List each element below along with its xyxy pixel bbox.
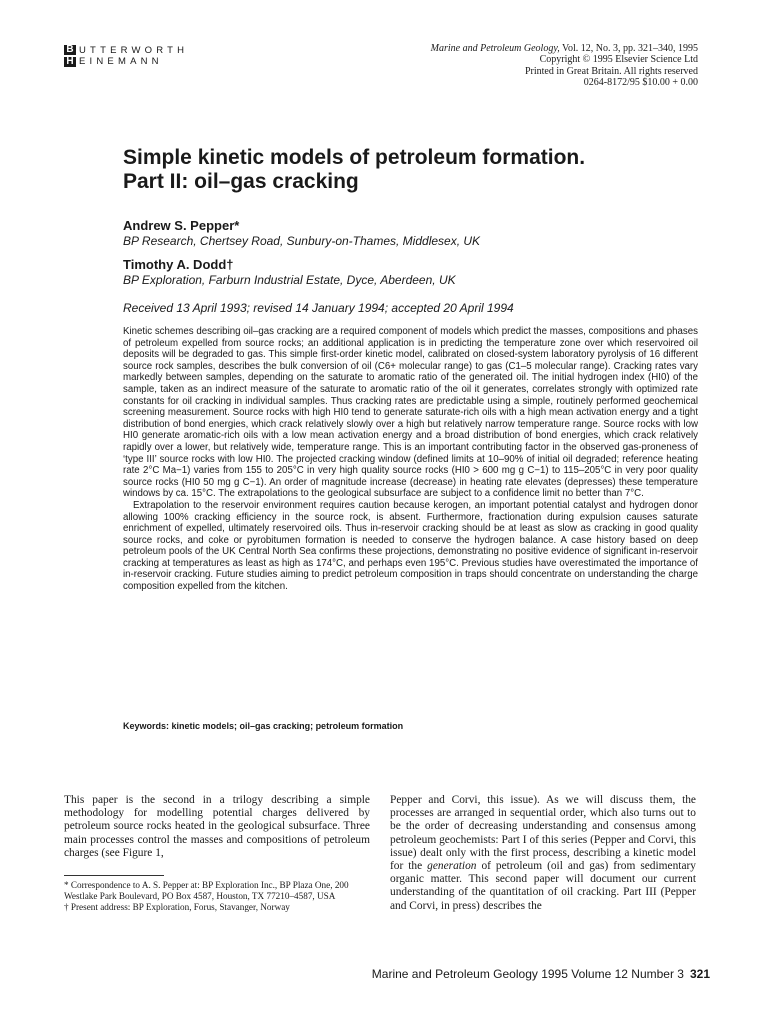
- journal-citation: [431, 43, 698, 54]
- printed-line: Printed in Great Britain. All rights reserved: [524, 65, 698, 77]
- journal-name: Marine and Petroleum Geology,: [430, 43, 560, 54]
- logo-letter-h: H: [64, 57, 76, 67]
- keywords: [123, 721, 403, 732]
- footer-citation: Marine and Petroleum Geology 1995 Volume 12 Number 3: [371, 967, 684, 981]
- keywords-label: Keywords:: [123, 721, 170, 731]
- title-line-2: Part II: oil–gas cracking: [123, 170, 359, 193]
- received-dates: Received 13 April 1993; revised 14 January 1994; accepted 20 April 1994: [123, 301, 514, 315]
- body-right-column: [390, 794, 696, 913]
- abstract-paragraph-2: Extrapolation to the reservoir environment requires caution because kerogen, an important potential catalyst and hydrogen donor allowing 100% cracking efficiency in the source rock, is absent. Furthermore, fractionation during expulsion causes saturate enrichment of expelled, ultimately reservoired oils. Thus in-reservoir cracking should be at least as slow as cracking in good quality source rocks, and coke or pyrobitumen formation is needed to conserve the hydrogen balance. A case history based on deep petroleum pools of the UK Central North Sea confirms these projections, demonstrating no positive evidence of significant in-reservoir cracking at temperatures as least as high as 174°C, and perhaps even 195°C. Previous studies have overestimated the importance of in-reservoir cracking. Future studies aiming to predict petroleum composition in traps should concentrate on understanding the charge composition expelled from the kitchen.: [123, 499, 698, 593]
- keywords-text: kinetic models; oil–gas cracking; petroleum formation: [169, 721, 404, 731]
- author-2-affiliation: BP Exploration, Farburn Industrial Estate, Dyce, Aberdeen, UK: [123, 273, 456, 287]
- body-right-emphasis: generation: [427, 860, 477, 873]
- abstract-paragraph-1: Kinetic schemes describing oil–gas cracking are a required component of models which predict the masses, compositions and phases of petroleum expelled from source rocks; an additional application is in predicting the temperature zone over which reservoired oil deposits will be degraded to gas. This simple first-order kinetic model, calibrated on closed-system laboratory pyrolysis of 16 different source rock samples, describes the bulk conversion of oil (C6+ molecular range) to gas (C1–5 molecular range). Cracking rates vary markedly between samples, depending on the saturate to aromatic ratio of the generated oil. The initial hydrogen index (HI0) of the sample, taken as an indirect measure of the saturate to aromatic ratio of the oil it generates, correlates strongly with optimized rate constants for oil cracking in individual samples. Thus cracking rates are predictable using a simple, routinely performed geochemical screening measurement. Source rocks with high HI0 tend to generate saturate-rich oils with a high mean activation energy and a tight distribution of bond energies, which crack relatively slowly over a high but relatively narrow temperature range. Source rocks with low HI0 generate aromatic-rich oils with a low mean activation energy and a broad distribution of bond energies, which crack relatively rapidly over a lower, but relatively wide, temperature range. This is an important contributing factor in the observed gas-proneness of ‘type III’ source rocks with low HI0. The projected cracking window (defined limits at 10–90% of initial oil degraded; reference heating rate 2°C Ma−1) varies from 155 to 205°C in very high quality source rocks (HI0 > 600 mg g C−1) to 115–205°C in very poor quality source rocks (HI0 50 mg g C−1). An order of magnitude increase (decrease) in heating rate elevates (depresses) these temperature windows by ca. 15°C. The extrapolations to the geological subsurface are subject to a confidence limit no better than 7°C.: [123, 326, 698, 500]
- footnotes: [64, 880, 370, 912]
- logo-word-1: UTTERWORTH: [79, 45, 189, 56]
- body-right-text: [390, 794, 696, 913]
- body-right-pre: Pepper and Corvi, this issue). As we will discuss them, the processes are arranged in sequential order, which also turns out to be the order of decreasing understanding and consensus among petroleum geochemists: Part I of this series (Pepper and Corvi, this issue) dealt only with the first process, describing a kinetic model for the: [390, 794, 696, 873]
- abstract: [123, 326, 698, 593]
- footnote-present-address: † Present address: BP Exploration, Forus, Stavanger, Norway: [64, 901, 290, 912]
- publisher-logo: [64, 45, 188, 67]
- author-1-name: Andrew S. Pepper*: [123, 218, 240, 233]
- title-line-1: Simple kinetic models of petroleum formation.: [123, 146, 586, 169]
- logo-word-2: EINEMANN: [79, 56, 163, 67]
- logo-wordmark: [79, 45, 188, 67]
- article-title: [123, 146, 683, 194]
- page-footer: [372, 967, 710, 981]
- footnote-rule: [64, 875, 164, 876]
- body-right-post: of petroleum (oil and gas) from sedimentary organic matter. This second paper will document our current understanding of the quantitation of oil cracking. Part III (Pepper and Corvi, in press) describes the: [390, 860, 696, 912]
- issn-line: 0264-8172/95 $10.00 + 0.00: [583, 77, 698, 89]
- logo-mark: [64, 45, 76, 69]
- logo-letter-b: B: [64, 45, 76, 55]
- footnote-correspondence: * Correspondence to A. S. Pepper at: BP Exploration Inc., BP Plaza One, 200 Westlake Park Boulevard, PO Box 4587, Houston, TX 77210–4587, USA: [64, 880, 349, 901]
- copyright-line: Copyright © 1995 Elsevier Science Ltd: [539, 54, 698, 66]
- journal-volume: Vol. 12, No. 3, pp. 321–340, 1995: [559, 43, 698, 54]
- author-1-affiliation: BP Research, Chertsey Road, Sunbury-on-Thames, Middlesex, UK: [123, 234, 481, 248]
- page-number: 321: [689, 967, 710, 981]
- body-left-column: [64, 794, 370, 860]
- journal-info: [431, 43, 698, 89]
- body-left-text: This paper is the second in a trilogy describing a simple methodology for modelling potential charges delivered by petroleum source rocks heated in the geological subsurface. Three main processes control the masses and compositions of petroleum charges (see Figure 1,: [64, 794, 370, 859]
- author-2-name: Timothy A. Dodd†: [123, 257, 234, 272]
